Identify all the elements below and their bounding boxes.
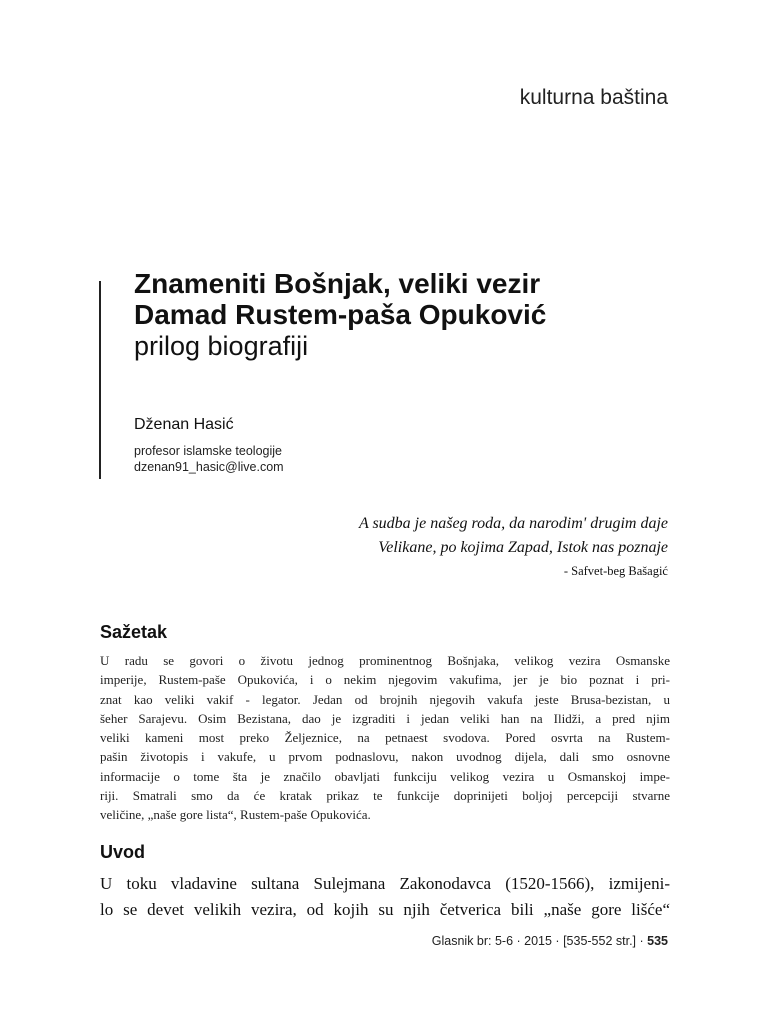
abstract-line: U radu se govori o životu jednog prominentnog Bošnjaka, velikog vezira Osmanske: [100, 653, 670, 668]
abstract-line: imperije, Rustem-paše Opukovića, i o nekim njegovim vakufima, jer je bio poznat i pri-: [100, 672, 670, 688]
abstract-line: veliki kameni most preko Željeznice, na petnaest svodova. Pored osvrta na Rustem-: [100, 730, 670, 746]
author-name: Dženan Hasić: [134, 416, 234, 433]
author-email: dzenan91_hasic@live.com: [134, 460, 284, 474]
abstract-line: šeher Sarajevu. Osim Bezistana, dao je izgraditi i jedan veliki han na Ilidži, a pred njim: [100, 710, 670, 726]
article-subtitle: prilog biografiji: [134, 331, 309, 361]
abstract-line: znat kao veliki vakif - legator. Jedan od brojnih njegovih vakufa jeste Brusa-bezistan, u: [100, 691, 670, 707]
epigraph-source: - Safvet-beg Bašagić: [563, 564, 668, 578]
epigraph-line-2: Velikane, po kojima Zapad, Istok nas poznaje: [378, 539, 668, 556]
author-affiliation: profesor islamske teologije: [134, 444, 282, 458]
page-number: 535: [647, 934, 668, 948]
section-tag: kulturna baština: [519, 86, 668, 109]
author-affiliation-block: [134, 443, 284, 475]
abstract-line: informacije o tome šta je značilo obavljati funkciju velikog vezira u Osmanskoj impe-: [100, 768, 670, 784]
epigraph-line-1: A sudba je našeg roda, da narodim' drugim daje: [358, 515, 668, 532]
intro-heading: Uvod: [100, 842, 145, 862]
abstract-heading: Sažetak: [100, 622, 168, 642]
abstract-line: riji. Smatrali smo da će kratak prikaz te funkcije doprinijeti boljoj percepciji stvarne: [100, 788, 670, 804]
intro-line: U toku vladavine sultana Sulejmana Zakonodavca (1520-1566), izmijeni-: [100, 874, 670, 893]
intro-text: [100, 871, 670, 923]
abstract-line: pašin životopis i vakufe, u prvom podnaslovu, nakon uvodnog dijela, dali smo osnovne: [100, 749, 670, 765]
abstract-text: [100, 651, 670, 825]
title-line-2: Damad Rustem-paša Opuković: [134, 299, 547, 330]
epigraph: [359, 512, 668, 582]
intro-line: lo se devet velikih vezira, od kojih su njih četverica bili „naše gore lišće“: [100, 900, 670, 919]
page-footer: [432, 934, 668, 948]
article-title: [134, 268, 694, 363]
title-rule: [99, 281, 101, 479]
abstract-line: veličine, „naše gore lista“, Rustem-paše Opukovića.: [100, 807, 371, 823]
footer-citation: Glasnik br: 5-6 · 2015 · [535-552 str.] ·: [431, 934, 648, 948]
title-line-1: Znameniti Bošnjak, veliki vezir: [134, 268, 541, 299]
